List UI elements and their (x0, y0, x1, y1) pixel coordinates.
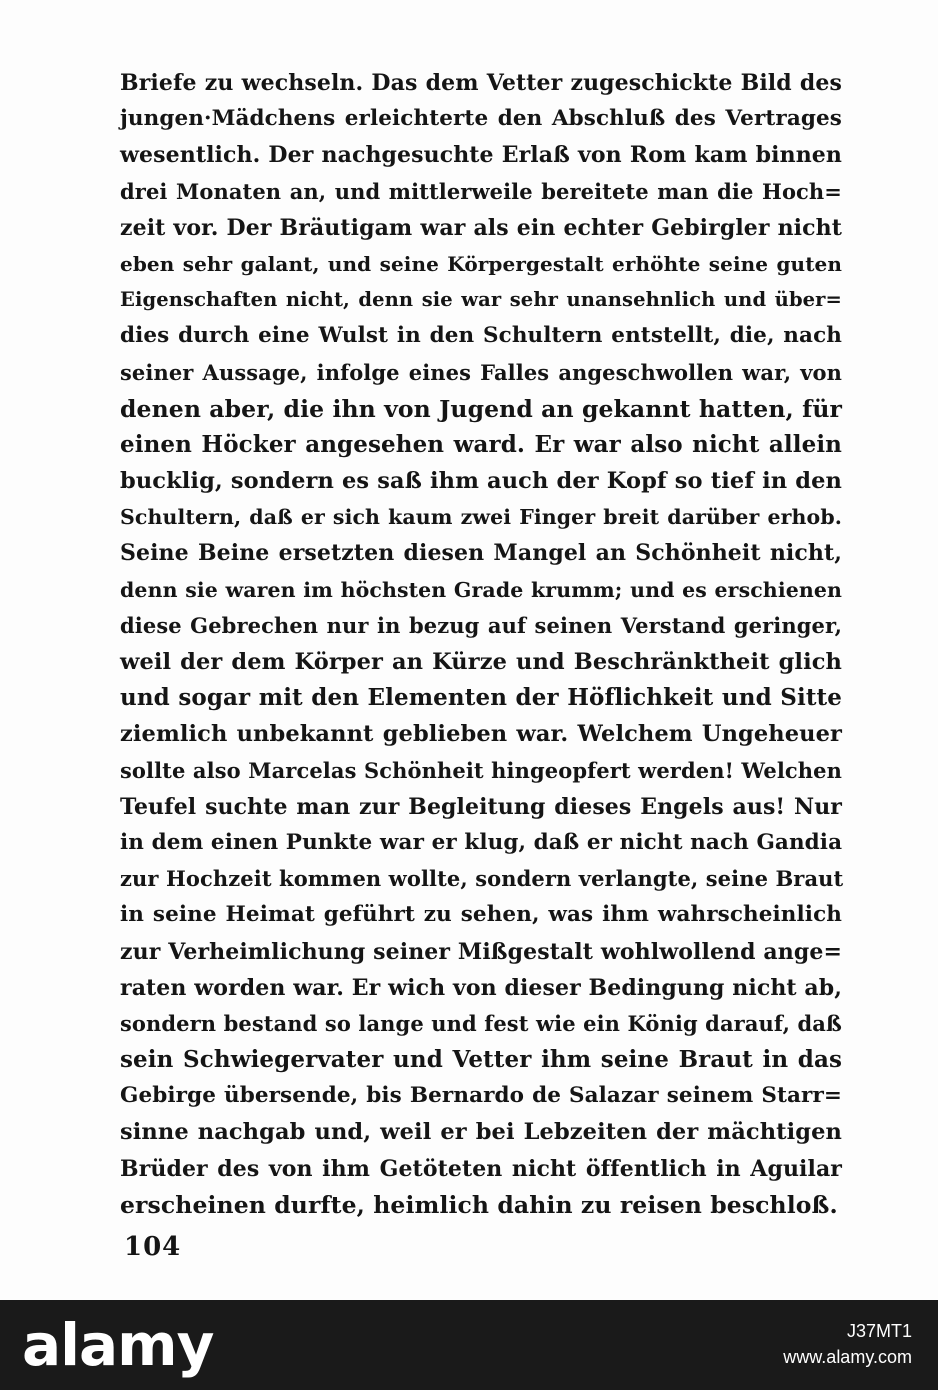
page-number: 104 (124, 1232, 182, 1262)
text-line: sinne nachgab und, weil er bei Lebzeiten der mächtigen (120, 1119, 842, 1146)
image-id: J37MT1 (846, 1321, 912, 1341)
site-url: www.alamy.com (783, 1347, 912, 1367)
text-line: bucklig, sondern es saß ihm auch der Kopf so tief in den (120, 468, 842, 495)
text-line: Gebirge übersende, bis Bernardo de Salazar seinem Starr= (120, 1083, 842, 1109)
text-line: eben sehr galant, und seine Körpergestalt erhöhte seine guten (120, 251, 842, 276)
text-line: sollte also Marcelas Schönheit hingeopfert werden! Welchen (120, 757, 842, 783)
image-meta (783, 1318, 912, 1370)
text-line: jungen·Mädchens erleichterte den Abschluß des Vertrages (120, 106, 842, 132)
text-line: sein Schwiegervater und Vetter ihm seine Braut in das (120, 1046, 842, 1074)
watermark-footer (0, 1300, 938, 1390)
text-line: dies durch eine Wulst in den Schultern entstellt, die, nach (120, 323, 842, 349)
text-line: Eigenschaften nicht, denn sie war sehr unansehnlich und über= (120, 288, 842, 312)
text-line: zur Hochzeit kommen wollte, sondern verlangte, seine Braut (120, 866, 844, 892)
text-line: Brüder des von ihm Getöteten nicht öffentlich in Aguilar (120, 1155, 842, 1182)
text-line: zeit vor. Der Bräutigam war als ein echter Gebirgler nicht (120, 214, 842, 241)
text-line: diese Gebrechen nur in bezug auf seinen Verstand geringer, (120, 612, 842, 638)
text-line: denen aber, die ihn von Jugend an gekannt hatten, für (120, 394, 842, 423)
text-line: Seine Beine ersetzten diesen Mangel an Schönheit nicht, (120, 540, 842, 567)
text-line: einen Höcker angesehen ward. Er war also nicht allein (120, 430, 842, 458)
text-line: Teufel suchte man zur Begleitung dieses Engels aus! Nur (120, 793, 842, 820)
text-line: sondern bestand so lange und fest wie ein König darauf, daß (120, 1010, 842, 1036)
text-line: erscheinen durfte, heimlich dahin zu reisen beschloß. (120, 1190, 838, 1219)
text-line: wesentlich. Der nachgesuchte Erlaß von Rom kam binnen (120, 142, 842, 169)
text-line: ziemlich unbekannt geblieben war. Welchem Ungeheuer (120, 721, 842, 748)
text-line: seiner Aussage, infolge eines Falles angeschwollen war, von (120, 359, 842, 385)
text-line: raten worden war. Er wich von dieser Bedingung nicht ab, (120, 974, 843, 1001)
text-line: in dem einen Punkte war er klug, daß er nicht nach Gandia (120, 829, 843, 855)
body-text (120, 65, 842, 1223)
text-line: denn sie waren im höchsten Grade krumm; und es erschienen (120, 577, 842, 602)
text-line: Schultern, daß er sich kaum zwei Finger breit darüber erhob. (120, 505, 842, 530)
text-line: Briefe zu wechseln. Das dem Vetter zugeschickte Bild des (120, 70, 842, 96)
text-line: und sogar mit den Elementen der Höflichkeit und Sitte (120, 684, 842, 712)
text-line: drei Monaten an, und mittlerweile bereitete man die Hoch= (120, 178, 842, 204)
alamy-logo: alamy (22, 1311, 214, 1379)
text-line: zur Verheimlichung seiner Mißgestalt wohlwollend ange= (120, 938, 842, 965)
text-line: in seine Heimat geführt zu sehen, was ihm wahrscheinlich (120, 902, 842, 928)
text-line: weil der dem Körper an Kürze und Beschränktheit glich (120, 649, 842, 675)
